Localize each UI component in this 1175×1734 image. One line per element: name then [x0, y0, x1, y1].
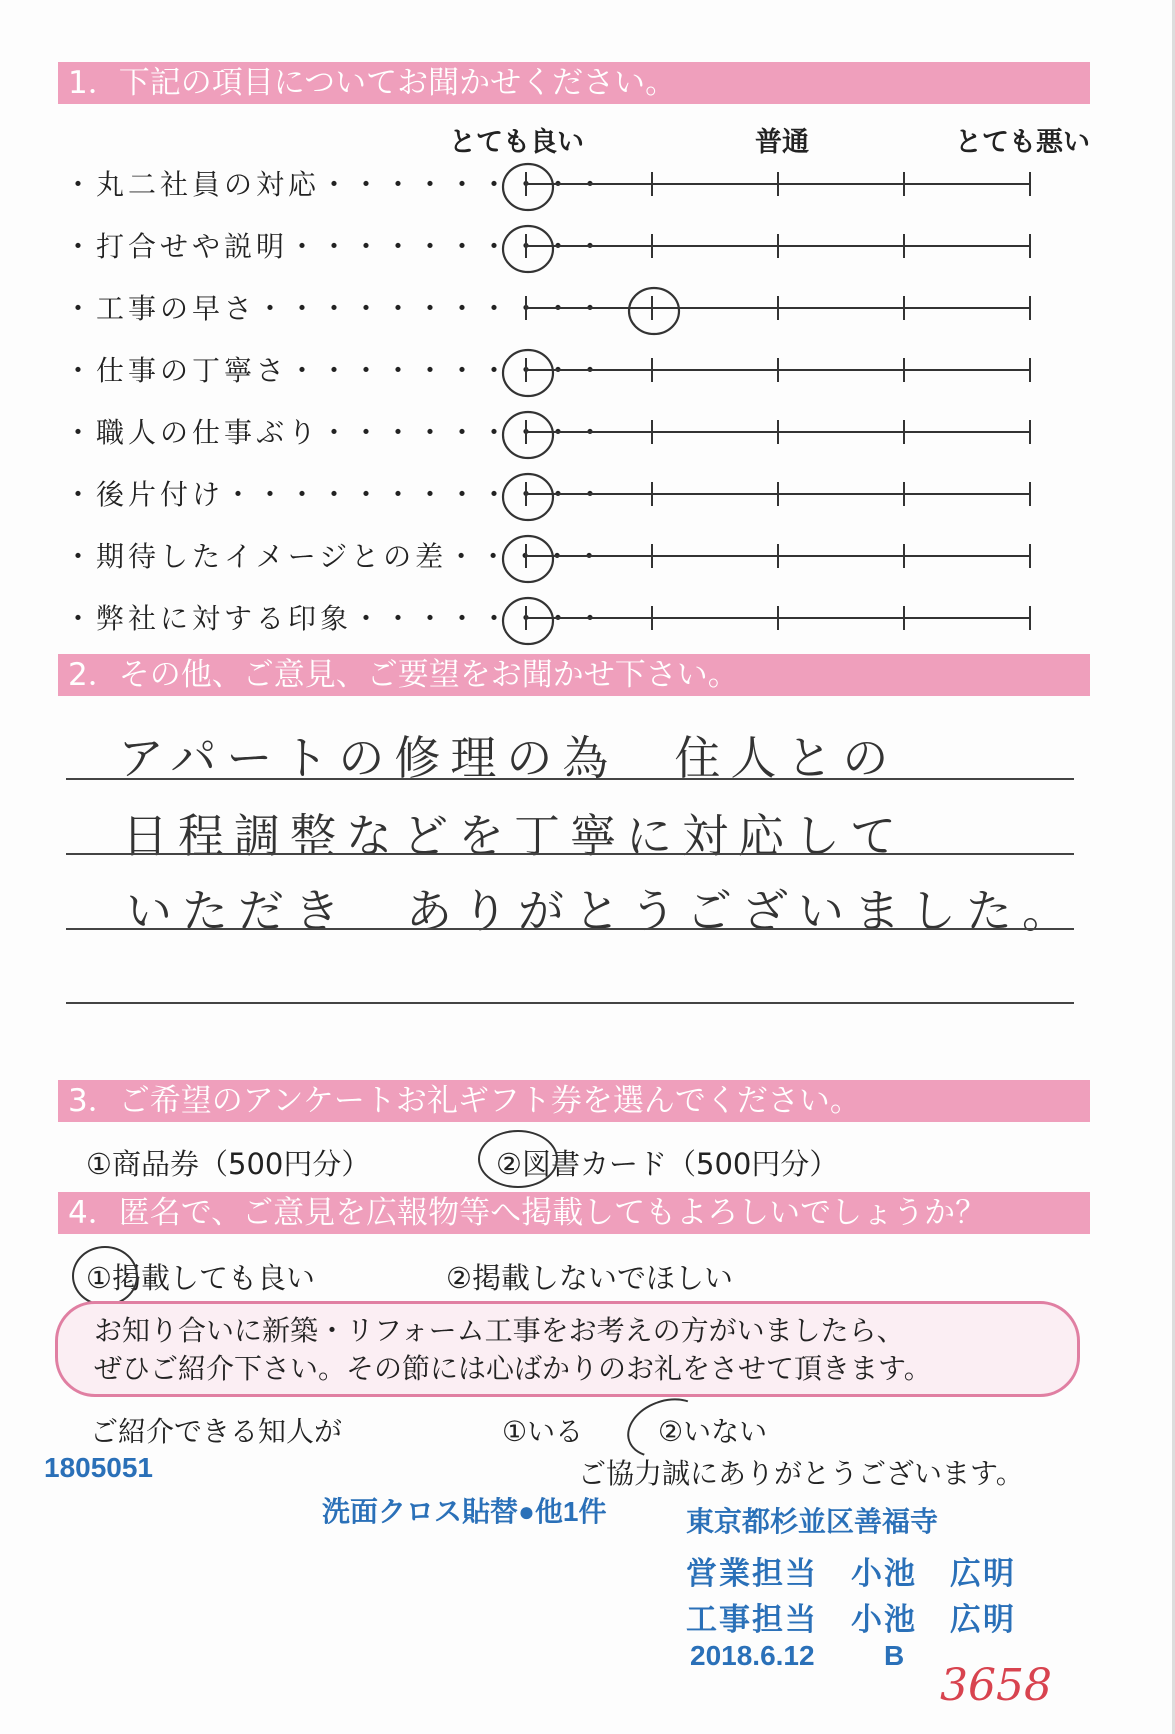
construction-rep: 工事担当 小池 広明	[686, 1602, 1016, 1637]
scale-label-bad: とても悪い	[955, 127, 1090, 158]
date: 2018.6.12	[690, 1640, 815, 1671]
rating-selection-circle	[503, 536, 553, 582]
comment-line-3: いただき ありがとうございました。	[126, 884, 1078, 938]
referral-option-yes[interactable]: ①いる	[502, 1415, 584, 1448]
gift-option-book-card[interactable]: ②図書カード（500円分）	[496, 1147, 839, 1181]
question-1-header: 1．下記の項目についてお聞かせください。	[58, 62, 1090, 104]
selection-circle	[478, 1130, 558, 1188]
comment-rule	[66, 778, 1074, 780]
rating-selection-circle	[629, 288, 679, 334]
rating-item-label: ・打合せや説明・・・・・・・・・・	[64, 230, 609, 263]
rating-item-label: ・期待したイメージとの差・・・・・	[64, 540, 608, 573]
rating-item-label: ・仕事の丁寧さ・・・・・・・・・・	[64, 354, 609, 387]
notice-line-1: お知り合いに新築・リフォーム工事をお考えの方がいましたら、	[94, 1314, 905, 1347]
thanks-message: ご協力誠にありがとうございます。	[578, 1457, 1024, 1490]
rating-selection-circle	[503, 350, 553, 396]
rating-selection-circle	[503, 474, 553, 520]
scale-label-normal: 普通	[755, 127, 809, 158]
rating-selection-circle	[503, 164, 553, 210]
question-2-header: 2．その他、ご意見、ご要望をお聞かせ下さい。	[58, 654, 1090, 696]
selection-circle	[72, 1246, 138, 1306]
publish-option-deny[interactable]: ②掲載しないでほしい	[446, 1261, 733, 1295]
gift-option-gift-certificate[interactable]: ①商品券（500円分）	[86, 1147, 371, 1181]
rating-item-label: ・丸二社員の対応・・・・・・・・・	[64, 168, 609, 201]
comment-rule	[66, 928, 1074, 930]
rating-item-label: ・工事の早さ・・・・・・・・・・・	[64, 292, 609, 325]
rating-item-label: ・後片付け・・・・・・・・・・・・	[64, 478, 609, 511]
work-description: 洗面クロス貼替●他1件	[322, 1496, 607, 1527]
referral-option-no[interactable]: ②いない	[658, 1415, 768, 1448]
handwritten-number: 3658	[940, 1660, 1052, 1711]
comment-rule	[66, 1002, 1074, 1004]
rating-item-label: ・職人の仕事ぶり・・・・・・・・・	[64, 416, 609, 449]
rating-selection-circle	[503, 226, 553, 272]
scale-label-good: とても良い	[449, 127, 584, 158]
rating-scales	[0, 0, 1175, 660]
address: 東京都杉並区善福寺	[686, 1506, 939, 1537]
comment-rule	[66, 853, 1074, 855]
question-4-header: 4．匿名で、ご意見を広報物等へ掲載してもよろしいでしょうか？	[58, 1192, 1090, 1234]
rating-selection-circle	[503, 598, 553, 644]
rating-item-label: ・弊社に対する印象・・・・・・・・	[64, 602, 609, 635]
sales-rep: 営業担当 小池 広明	[686, 1556, 1016, 1591]
comment-line-2: 日程調整などを丁寧に対応して	[122, 809, 906, 863]
referral-label: ご紹介できる知人が	[90, 1415, 343, 1448]
comment-line-1: アパートの修理の為 住人との	[118, 731, 899, 785]
publish-option-allow[interactable]: ①掲載しても良い	[86, 1261, 315, 1295]
referral-notice	[55, 1301, 1080, 1397]
record-id: 1805051	[44, 1452, 154, 1483]
question-3-header: 3．ご希望のアンケートお礼ギフト券を選んでください。	[58, 1080, 1090, 1122]
notice-line-2: ぜひご紹介下さい。その節には心ばかりのお礼をさせて頂きます。	[94, 1352, 932, 1385]
rating-selection-circle	[503, 412, 553, 458]
grade: B	[884, 1640, 905, 1671]
